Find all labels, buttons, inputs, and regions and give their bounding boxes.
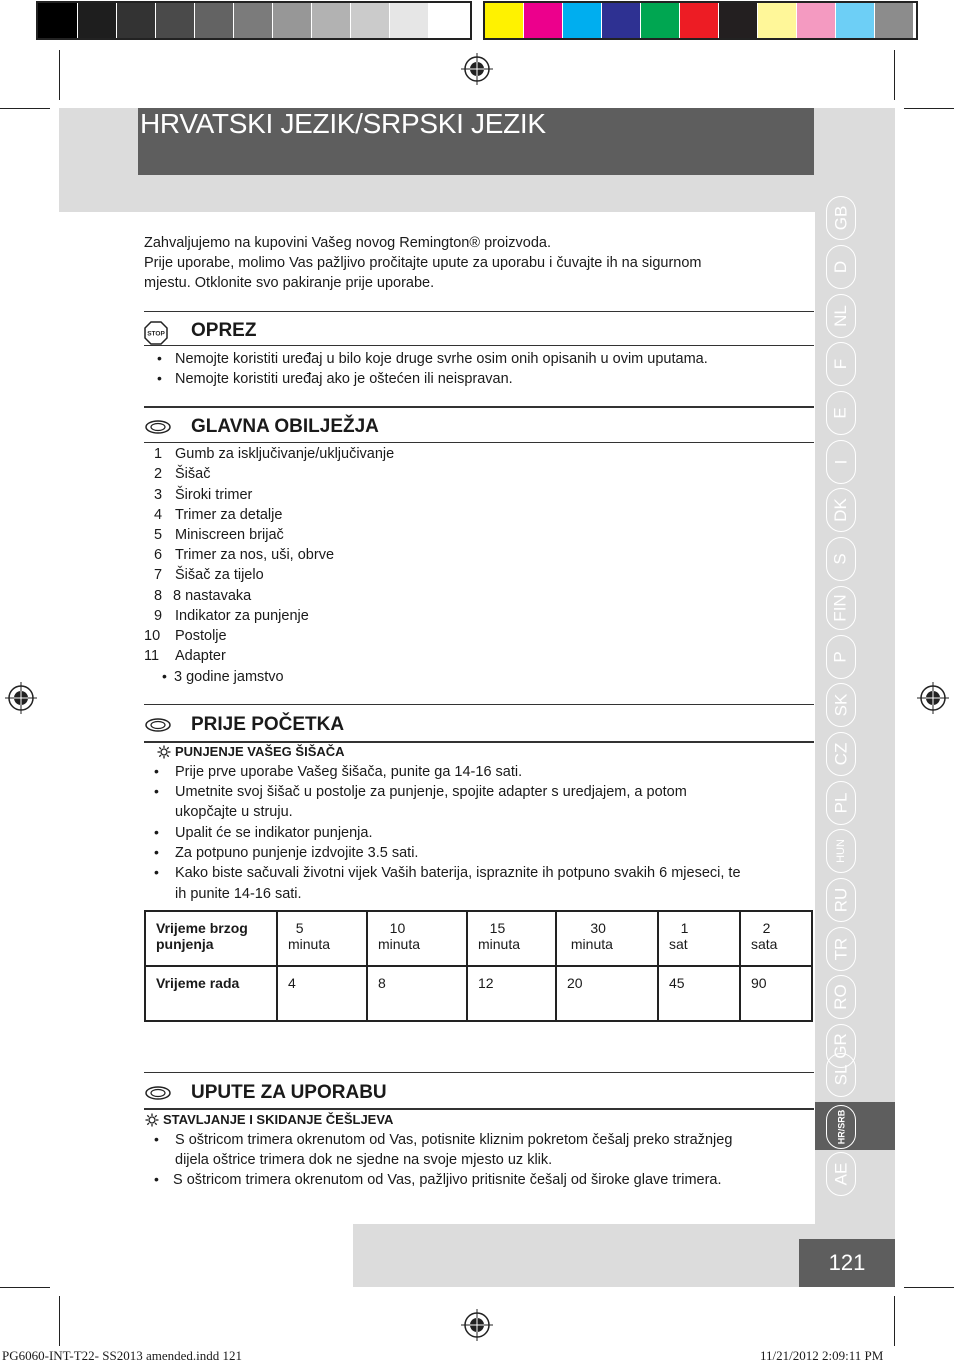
bullet: • (154, 824, 159, 840)
table-row (145, 911, 812, 966)
table-cell: 4 (277, 966, 367, 1021)
tab-hun[interactable]: HUN (826, 829, 856, 873)
registration-target-icon (461, 53, 493, 85)
feature-item: Široki trimer (175, 487, 253, 503)
section-divider (144, 741, 814, 743)
feature-number: 2 (154, 466, 163, 482)
table-cell: 10 minuta (367, 911, 467, 966)
feature-number: 10 (144, 628, 161, 644)
section-heading-instructions: UPUTE ZA UPORABU (191, 1082, 387, 1103)
gear-icon (145, 1113, 159, 1127)
registration-target-icon (5, 682, 37, 714)
tab-ru[interactable]: RU (826, 878, 856, 922)
crop-mark (904, 1287, 954, 1288)
crop-mark (0, 108, 50, 109)
bullet: • (154, 1131, 159, 1147)
feature-number: 5 (154, 527, 163, 543)
footer-file-info: PG6060-INT-T22- SS2013 amended.indd 121 (2, 1348, 243, 1363)
process-color-bar (483, 1, 918, 40)
feature-item: Šišač za tijelo (175, 567, 264, 583)
feature-extra: 3 godine jamstvo (174, 669, 284, 685)
table-cell: 1 sat (658, 911, 740, 966)
getting-started-item: Za potpuno punjenje izdvojite 3.5 sati. (175, 845, 419, 861)
svg-text:STOP: STOP (147, 330, 165, 338)
caution-item: Nemojte koristiti uređaj u bilo koje druge svrhe osim onih opisanih u ovim uputama. (175, 351, 708, 367)
tab-s[interactable]: S (826, 537, 856, 581)
intro-line: Prije uporabe, molimo Vas pažljivo pročitajte upute za uporabu i čuvajte ih na sigurnom (144, 255, 702, 271)
getting-started-item: ukopčajte u struju. (175, 804, 293, 820)
bullet: • (154, 1171, 159, 1187)
tab-pl[interactable]: PL (826, 781, 856, 825)
section-divider (144, 442, 814, 443)
registration-target-icon (461, 1309, 493, 1341)
tab-hr-srb[interactable]: HR/SRB (826, 1105, 856, 1149)
intro-line: Zahvaljujemo na kupovini Vašeg novog Remington® proizvoda. (144, 235, 551, 251)
feature-number: 1 (154, 446, 163, 462)
tab-dk[interactable]: DK (826, 488, 856, 532)
instruction-item: S oštricom trimera okrenutom od Vas, pažljivo pritisnite češalj od široke glave trimera. (173, 1172, 722, 1188)
table-cell: 12 (467, 966, 556, 1021)
crop-mark (59, 1296, 60, 1346)
instruction-item: S oštricom trimera okrenutom od Vas, potisnite kliznim pokretom češalj preko stražnjeg (175, 1132, 733, 1148)
table-cell: 20 (556, 966, 658, 1021)
tab-fin[interactable]: FIN (826, 586, 856, 630)
feature-item: Adapter (175, 648, 226, 664)
table-row (145, 966, 812, 1021)
eye-icon (145, 718, 171, 732)
grayscale-color-bar (36, 1, 472, 40)
tab-gr[interactable]: GR (826, 1024, 856, 1068)
feature-number: 6 (154, 547, 163, 563)
table-cell: 5 minuta (277, 911, 367, 966)
bullet: • (162, 668, 167, 684)
section-divider (144, 1108, 814, 1110)
crop-mark (894, 1296, 895, 1346)
feature-item: Miniscreen brijač (175, 527, 284, 543)
bullet: • (154, 864, 159, 880)
section-divider (144, 704, 814, 705)
feature-number: 11 (144, 648, 160, 664)
feature-item: Gumb za isključivanje/uključivanje (175, 446, 395, 462)
table-cell: 15 minuta (467, 911, 556, 966)
sub-heading-charging: PUNJENJE VAŠEG ŠIŠAČA (175, 744, 345, 759)
tab-nl[interactable]: NL (826, 294, 856, 338)
feature-item: 8 nastavaka (173, 588, 252, 604)
registration-target-icon (917, 682, 949, 714)
table-cell: 30 minuta (556, 911, 658, 966)
getting-started-item: Kako biste sačuvali životni vijek Vaših baterija, ispraznite ih potpuno svakih 6 mjeseci, te (175, 865, 741, 881)
eye-icon (145, 420, 171, 434)
feature-item: Trimer za detalje (175, 507, 283, 523)
bullet: • (157, 370, 162, 386)
feature-item: Šišač (175, 466, 211, 482)
section-divider (144, 345, 814, 346)
bullet: • (154, 763, 159, 779)
tab-sk[interactable]: SK (826, 683, 856, 727)
tab-e[interactable]: E (826, 391, 856, 435)
getting-started-item: Prije prve uporabe Vašeg šišača, punite ga 14-16 sati. (175, 764, 523, 780)
sub-heading-combs: STAVLJANJE I SKIDANJE ČEŠLJEVA (163, 1112, 394, 1127)
feature-item: Postolje (175, 628, 227, 644)
feature-number: 9 (154, 608, 163, 624)
section-heading-features: GLAVNA OBILJEŽJA (191, 416, 379, 437)
feature-number: 4 (154, 507, 163, 523)
feature-item: Trimer za nos, uši, obrve (175, 547, 335, 563)
bullet: • (157, 350, 162, 366)
charging-table (144, 910, 813, 1022)
page-number: 121 (799, 1239, 895, 1287)
tab-ro[interactable]: RO (826, 975, 856, 1019)
tab-f[interactable]: F (826, 342, 856, 386)
tab-tr[interactable]: TR (826, 927, 856, 971)
tab-cz[interactable]: CZ (826, 732, 856, 776)
feature-item: Indikator za punjenje (175, 608, 309, 624)
bullet: • (154, 783, 159, 799)
table-cell: 90 (740, 966, 812, 1021)
section-divider (144, 311, 814, 312)
gear-icon (157, 745, 171, 759)
getting-started-item: Umetnite svoj šišač u postolje za punjenje, spojite adapter s uredjajem, a potom (175, 784, 687, 800)
crop-mark (59, 50, 60, 100)
table-cell: 8 (367, 966, 467, 1021)
getting-started-item: Upalit će se indikator punjenja. (175, 825, 373, 841)
tab-sl[interactable]: SL (826, 1053, 856, 1097)
crop-mark (0, 1287, 50, 1288)
bullet: • (154, 844, 159, 860)
table-row-label: Vrijeme brzog punjenja (145, 911, 277, 966)
footer-timestamp: 11/21/2012 2:09:11 PM (760, 1348, 884, 1363)
crop-mark (904, 108, 954, 109)
tab-i[interactable]: I (826, 440, 856, 484)
feature-number: 7 (154, 567, 163, 583)
eye-icon (145, 1086, 171, 1100)
section-divider (144, 406, 814, 408)
tab-ae[interactable]: AE (826, 1152, 856, 1196)
page-title: HRVATSKI JEZIK/SRPSKI JEZIK (140, 108, 546, 139)
section-divider (144, 1072, 814, 1073)
tab-gb[interactable]: GB (826, 196, 856, 240)
crop-mark (894, 50, 895, 100)
tab-d[interactable]: D (826, 245, 856, 289)
section-heading-caution: OPREZ (191, 320, 257, 341)
feature-number: 3 (154, 487, 163, 503)
instruction-item: dijela oštrice trimera dok ne sjedne na svoje mjesto uz klik. (175, 1152, 553, 1168)
feature-number: 8 (154, 588, 163, 604)
intro-line: mjestu. Otklonite svo pakiranje prije uporabe. (144, 275, 435, 291)
table-cell: 45 (658, 966, 740, 1021)
section-heading-getting-started: PRIJE POČETKA (191, 714, 345, 735)
caution-item: Nemojte koristiti uređaj ako je oštećen ili neispravan. (175, 371, 513, 387)
stop-icon (144, 321, 168, 345)
table-row-label: Vrijeme rada (145, 966, 277, 1021)
getting-started-item: ih punite 14-16 sati. (175, 886, 302, 902)
tab-p[interactable]: P (826, 635, 856, 679)
table-cell: 2 sata (740, 911, 812, 966)
